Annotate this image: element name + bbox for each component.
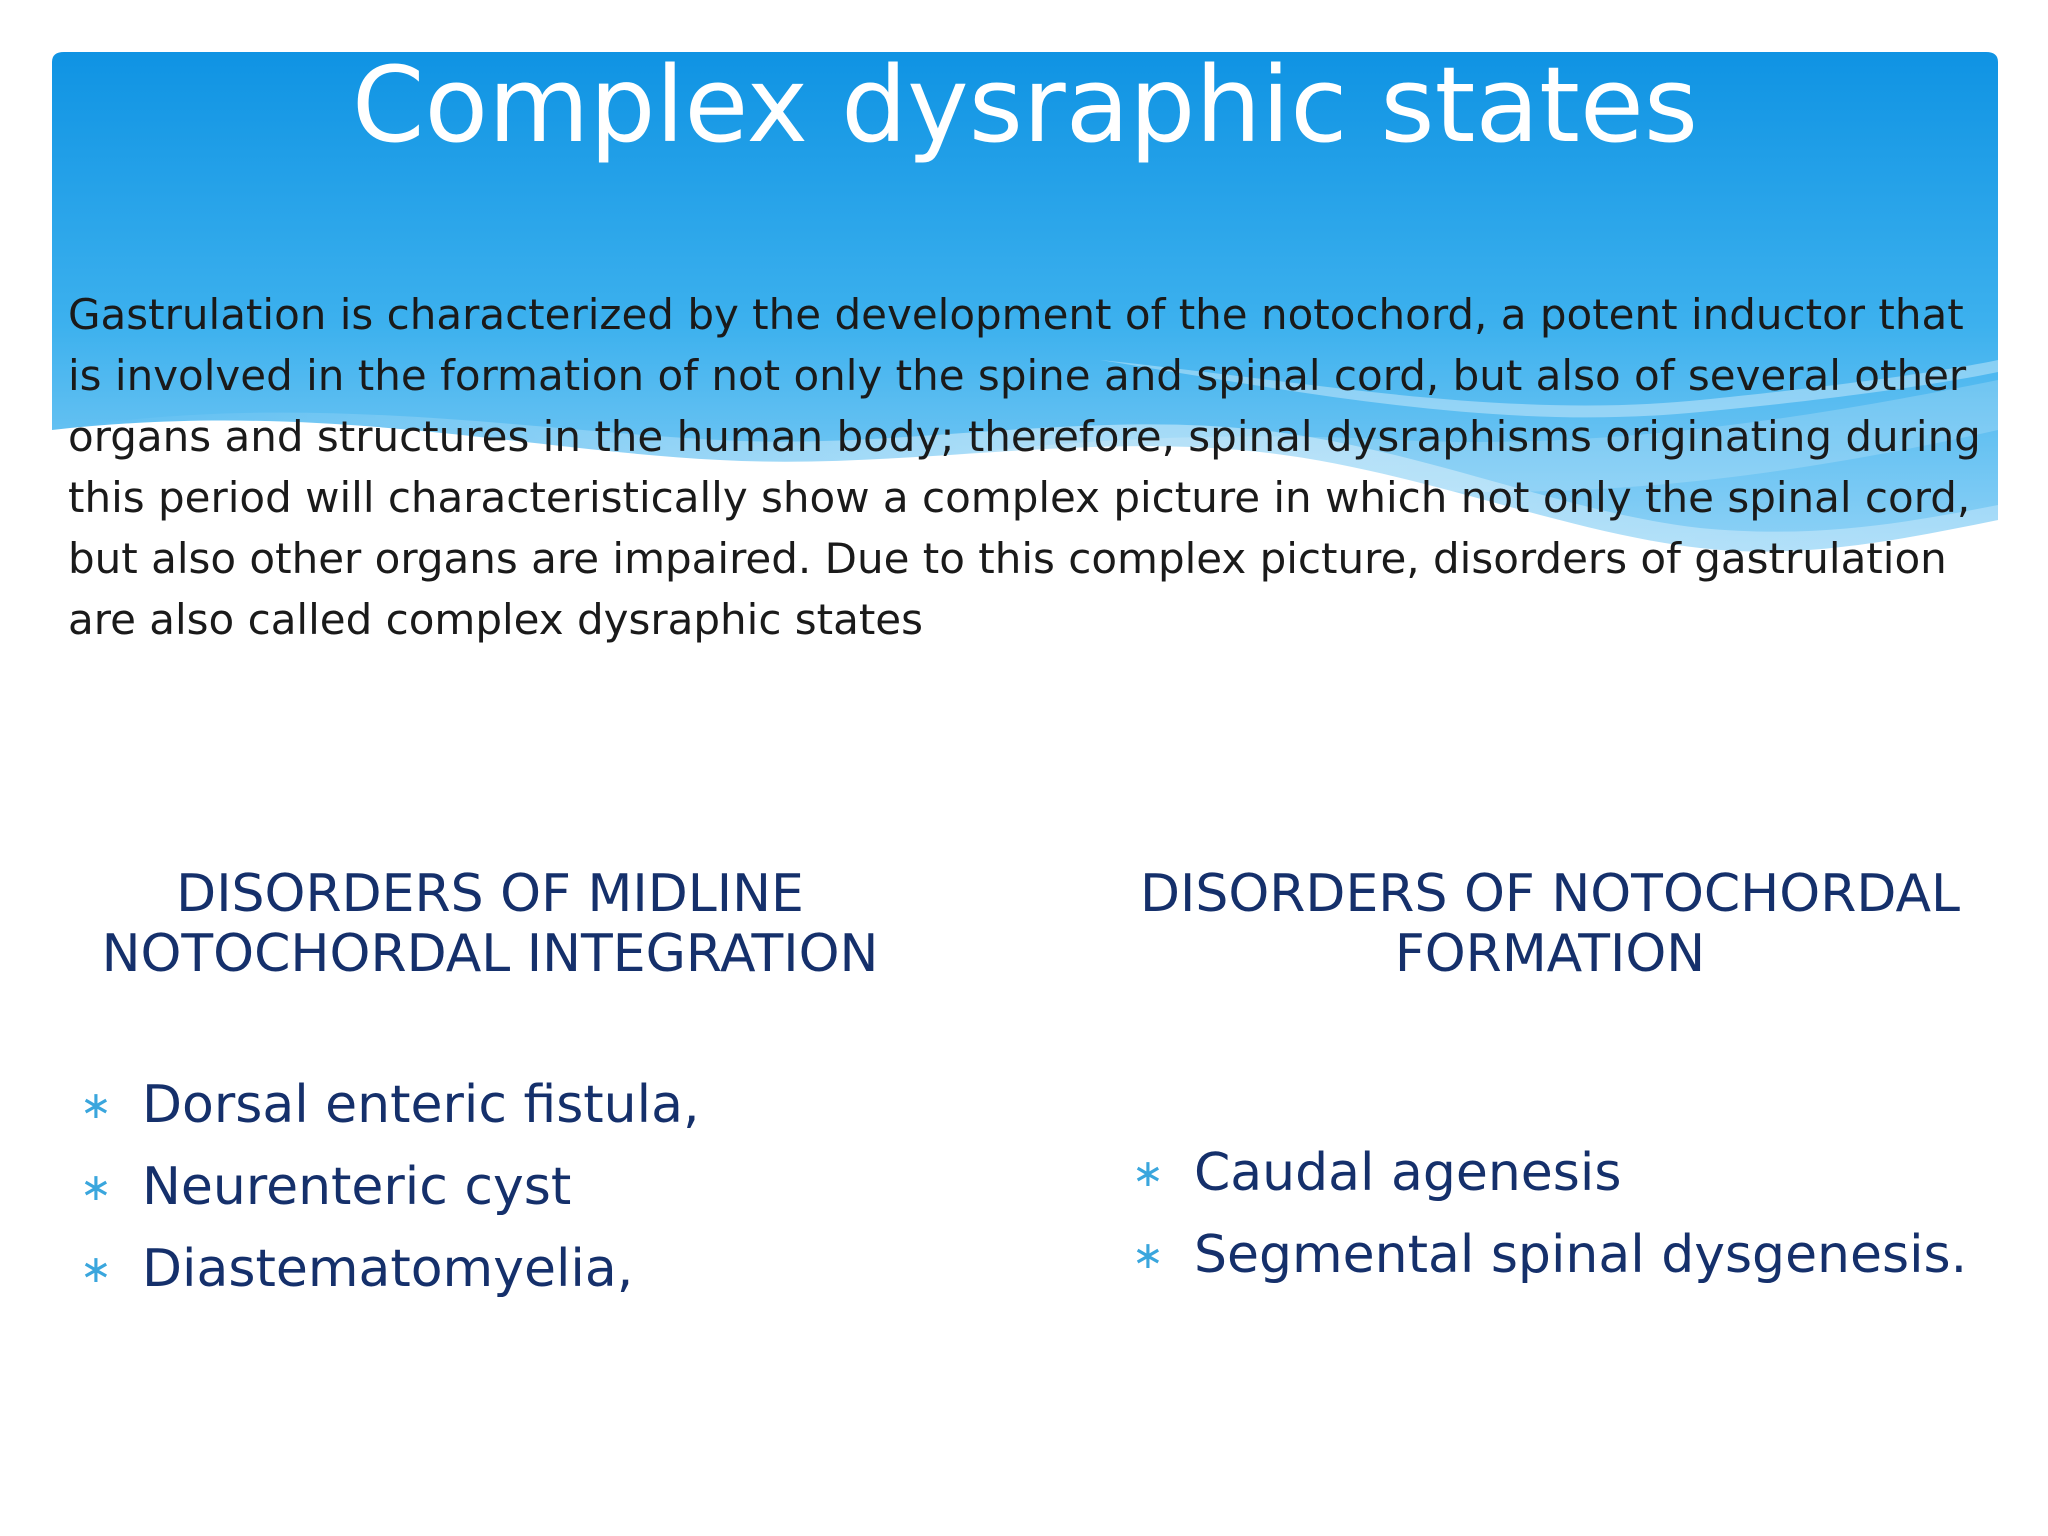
asterisk-icon: ∗ [80,1165,112,1209]
asterisk-icon: ∗ [80,1083,112,1127]
list-item [1132,1132,2012,1214]
list-item [80,1146,980,1228]
list-item-text: Neurenteric cyst [142,1157,572,1217]
right-column-heading [1080,864,2020,984]
intro-paragraph: Gastrulation is characterized by the development of the notochord, a potent inductor that is involved in the formation of not only the spine and spinal cord, but also of several other organs and structures in the human body; therefore, spinal dysraphisms originating during this period will characteristically show a complex picture in which not only the spinal cord, but also other organs are impaired. Due to this complex picture, disorders of gastrulation are also called complex dysraphic states [68,290,1981,644]
left-heading-line2: NOTOCHORDAL INTEGRATION [101,924,879,984]
list-item-text: Diastematomyelia, [142,1239,634,1299]
left-heading-line1: DISORDERS OF MIDLINE [176,864,804,924]
left-column-heading [60,864,920,984]
left-bullet-list [80,1064,980,1310]
right-bullet-list [1132,1132,2012,1296]
asterisk-icon: ∗ [1132,1151,1164,1195]
right-heading-line1: DISORDERS OF NOTOCHORDAL [1139,864,1961,924]
list-item [80,1228,980,1310]
list-item-text: Segmental spinal dysgenesis. [1194,1225,1968,1285]
list-item-text: Caudal agenesis [1194,1143,1622,1203]
list-item [80,1064,980,1146]
list-item [1132,1214,2012,1296]
list-item-text: Dorsal enteric fistula, [142,1075,700,1135]
asterisk-icon: ∗ [1132,1233,1164,1277]
slide-title: Complex dysraphic states [351,44,1699,166]
asterisk-icon: ∗ [80,1247,112,1291]
right-heading-line2: FORMATION [1394,924,1706,984]
